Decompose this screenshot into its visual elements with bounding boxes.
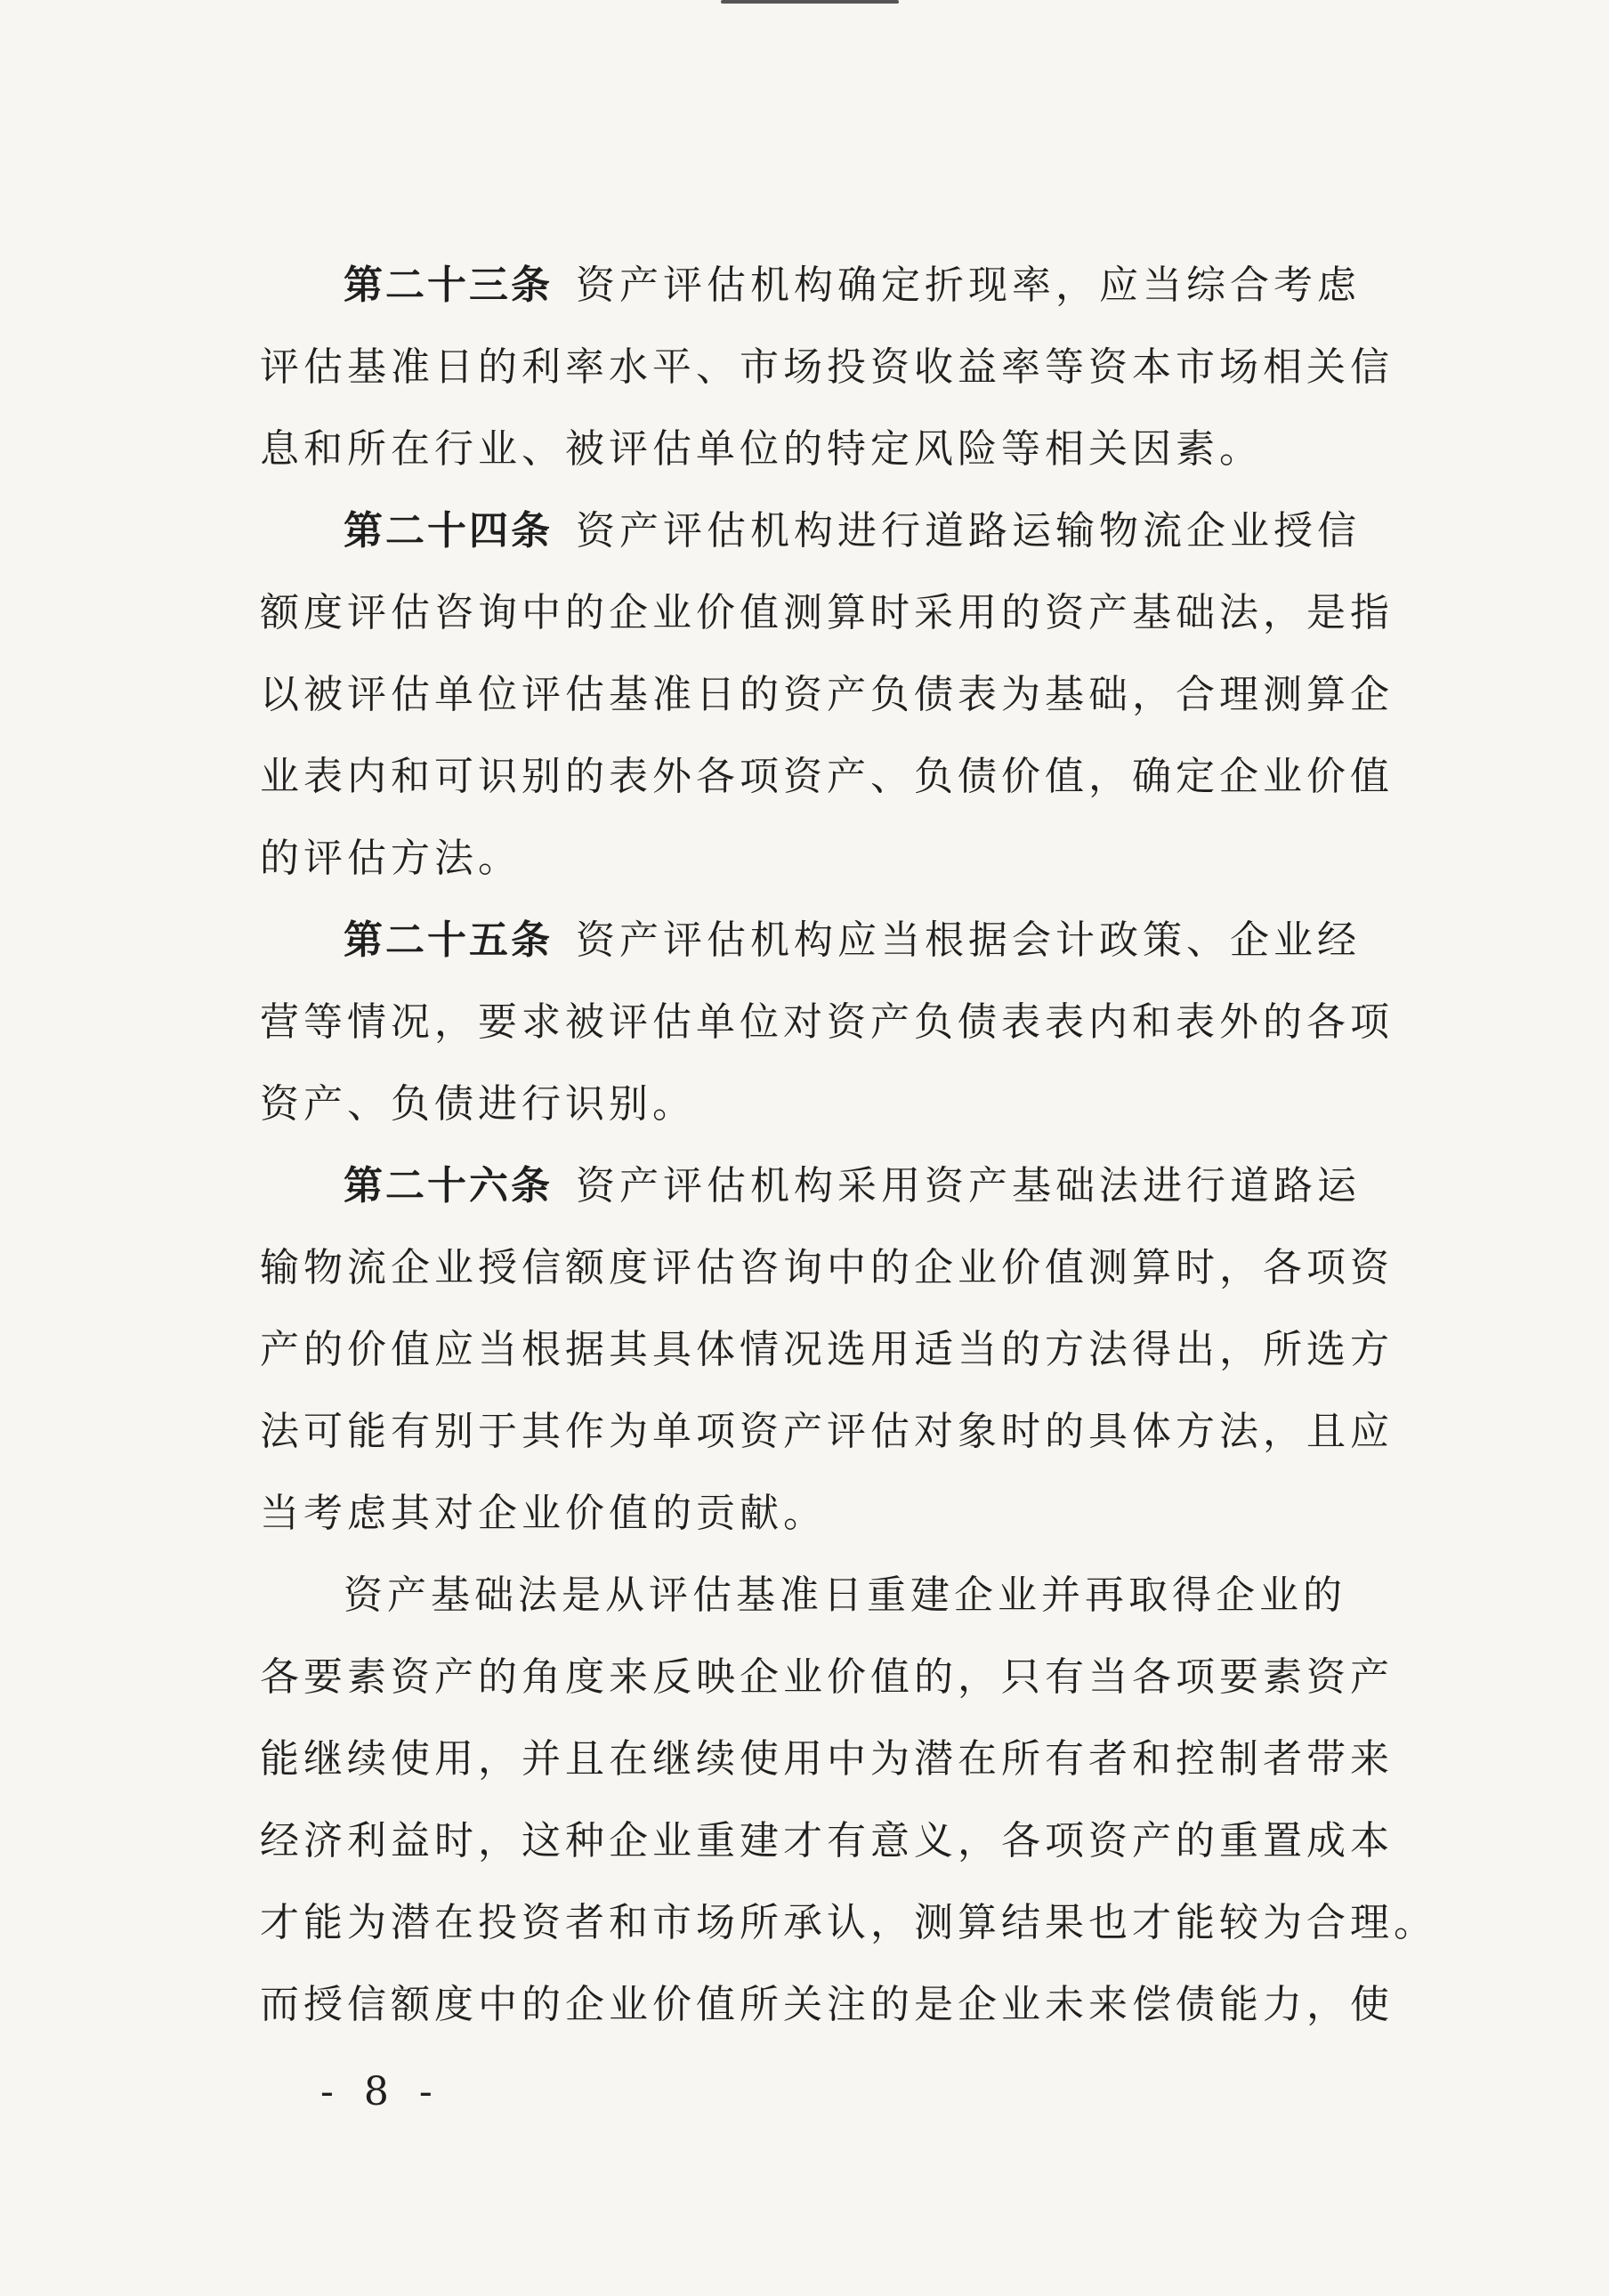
document-body [260, 245, 1437, 2046]
article-text: 资产评估机构应当根据会计政策、企业经 [576, 918, 1361, 963]
article-23 [260, 245, 1394, 490]
text-line: 资产、负债进行识别。 [260, 1081, 696, 1127]
text-line: 额度评估咨询中的企业价值测算时采用的资产基础法，是指 [260, 590, 1394, 635]
page-number: - 8 - [320, 2069, 441, 2114]
scan-edge-mark [721, 0, 899, 4]
text-line: 输物流企业授信额度评估咨询中的企业价值测算时，各项资 [260, 1245, 1394, 1290]
text-line: 才能为潜在投资者和市场所承认，测算结果也才能较为合理。 [260, 1900, 1437, 1945]
article-heading: 第二十四条 [344, 508, 553, 554]
article-24 [260, 490, 1394, 900]
text-line [260, 1145, 1361, 1227]
text-line: 营等情况，要求被评估单位对资产负债表表内和表外的各项 [260, 999, 1394, 1045]
article-heading: 第二十三条 [344, 263, 553, 308]
text-line: 资产基础法是从评估基准日重建企业并再取得企业的 [344, 1572, 1346, 1618]
text-line: 而授信额度中的企业价值所关注的是企业未来偿债能力，使 [260, 1982, 1394, 2027]
text-line: 产的价值应当根据其具体情况选用适当的方法得出，所选方 [260, 1327, 1394, 1372]
text-line [260, 245, 1361, 327]
text-line: 评估基准日的利率水平、市场投资收益率等资本市场相关信 [260, 344, 1394, 390]
text-line: 息和所在行业、被评估单位的特定风险等相关因素。 [260, 426, 1263, 472]
text-line: 以被评估单位评估基准日的资产负债表为基础，合理测算企 [260, 672, 1394, 717]
text-line: 各要素资产的角度来反映企业价值的，只有当各项要素资产 [260, 1654, 1394, 1700]
text-line: 业表内和可识别的表外各项资产、负债价值，确定企业价值 [260, 754, 1394, 799]
text-line: 经济利益时，这种企业重建才有意义，各项资产的重置成本 [260, 1818, 1394, 1863]
text-line: 能继续使用，并且在继续使用中为潜在所有者和控制者带来 [260, 1736, 1394, 1782]
article-heading: 第二十五条 [344, 918, 553, 963]
article-heading: 第二十六条 [344, 1163, 553, 1209]
article-26 [260, 1145, 1394, 1555]
text-line [260, 490, 1361, 572]
article-25 [260, 900, 1394, 1145]
article-text: 资产评估机构进行道路运输物流企业授信 [576, 508, 1361, 554]
article-text: 资产评估机构确定折现率，应当综合考虑 [576, 263, 1361, 308]
body-paragraph [260, 1555, 1437, 2046]
text-line: 的评估方法。 [260, 836, 522, 881]
text-line: 当考虑其对企业价值的贡献。 [260, 1491, 827, 1536]
text-line [260, 900, 1361, 982]
article-text: 资产评估机构采用资产基础法进行道路运 [576, 1163, 1361, 1209]
text-line: 法可能有别于其作为单项资产评估对象时的具体方法，且应 [260, 1409, 1394, 1454]
